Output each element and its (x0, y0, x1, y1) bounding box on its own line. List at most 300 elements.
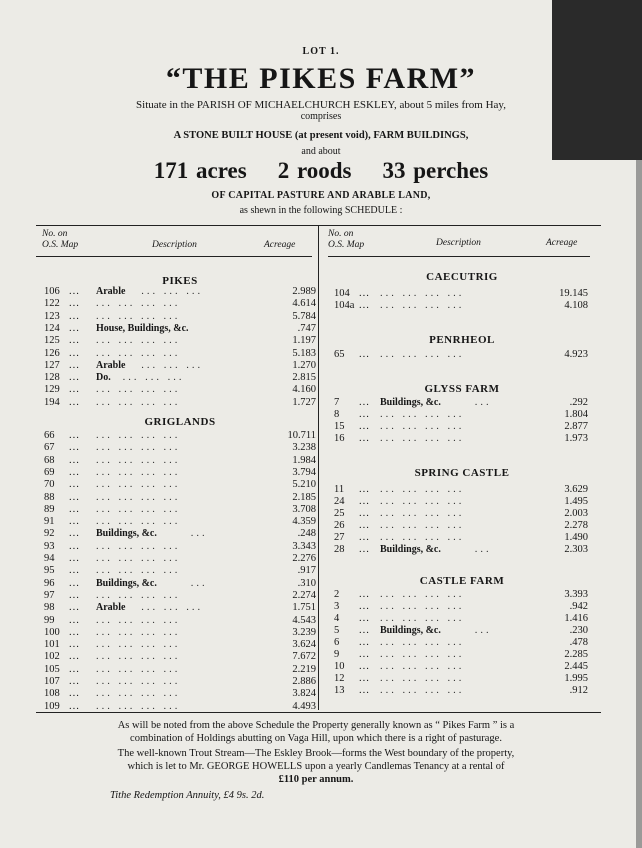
map-number: 95 (44, 565, 55, 577)
map-number: 128 (44, 372, 60, 384)
leader-dots: ... ... ... (141, 286, 204, 297)
leader-dots: ... ... ... ... (96, 676, 181, 687)
leader-dots: ... ... ... ... (96, 651, 181, 663)
leader-dots: ... (359, 397, 370, 408)
schedule-row (334, 300, 590, 312)
acreage-value: 2.274 (292, 589, 316, 601)
schedule-row (44, 397, 316, 409)
schedule-row (44, 430, 316, 442)
map-number: 127 (44, 359, 60, 371)
acreage-value: 4.108 (564, 300, 588, 311)
schedule-row (44, 676, 316, 688)
schedule-row (44, 651, 316, 663)
map-number: 102 (44, 651, 60, 663)
leader-dots: ... (69, 626, 80, 638)
leader-dots: ... ... ... (122, 372, 185, 384)
schedule-row (334, 601, 590, 613)
map-number: 9 (334, 649, 340, 660)
schedule-row (44, 492, 316, 504)
acreage-value: 1.984 (292, 454, 316, 466)
acreage-value: 1.270 (292, 359, 316, 371)
map-number: 125 (44, 335, 60, 347)
acreage-value: 2.815 (292, 372, 316, 384)
map-number: 93 (44, 540, 55, 552)
acreage-value: .310 (297, 577, 316, 589)
comprises-line: comprises (300, 111, 342, 122)
leader-dots: ... ... ... ... (96, 503, 181, 515)
acreage-value: 5.183 (292, 347, 316, 359)
schedule-row (334, 349, 590, 361)
map-number: 109 (44, 700, 60, 712)
acreage-value: 10.711 (287, 430, 316, 441)
leader-dots: ... (69, 503, 80, 515)
map-number: 27 (334, 532, 345, 543)
leader-dots: ... ... ... (141, 602, 204, 614)
footer-line-1: As will be noted from the above Schedule the Property generally known as “ Pikes Farm ” is a (117, 720, 515, 731)
acreage-value: 3.343 (292, 540, 316, 552)
schedule-row (44, 504, 316, 516)
leader-dots: ... ... ... ... (96, 626, 181, 638)
leader-dots: ... ... ... ... (96, 466, 181, 478)
schedule-row (44, 360, 316, 372)
section-heading: SPRING CASTLE (414, 467, 510, 479)
leader-dots: ... ... ... ... (380, 520, 465, 531)
row-description: Do. (96, 372, 111, 384)
leader-dots: ... (359, 532, 370, 543)
leader-dots: ... ... ... ... (380, 637, 465, 648)
tithe-annuity: Tithe Redemption Annuity, £4 9s. 2d. (110, 790, 265, 801)
acreage-value: 3.238 (292, 442, 316, 454)
leader-dots: ... (69, 516, 80, 528)
acreage-value: 2.877 (564, 421, 588, 432)
acreage-value: 2.003 (564, 508, 588, 519)
row-description: Buildings, &c. (380, 625, 441, 636)
acreage-value: 3.794 (292, 466, 316, 478)
leader-dots: ... ... ... ... (380, 288, 465, 299)
acreage-value: 3.824 (292, 688, 316, 700)
leader-dots: ... (69, 589, 80, 601)
acreage-value: .478 (569, 637, 588, 648)
acreage-value: 1.973 (564, 433, 588, 444)
leader-dots: ... ... ... ... (380, 673, 465, 684)
acreage-value: 2.185 (292, 491, 316, 503)
acreage-value: 1.197 (292, 335, 316, 347)
section-heading: PENRHEOL (429, 334, 495, 346)
leader-dots: ... ... ... ... (96, 565, 181, 577)
leader-dots: ... ... ... ... (96, 553, 181, 564)
acreage-value: 7.672 (292, 651, 316, 663)
header-acreage-left: Acreage (264, 240, 296, 250)
schedule-row (334, 637, 590, 649)
acreage-value: 4.923 (564, 349, 588, 360)
leader-dots: ... (69, 700, 80, 712)
leader-dots: ... (359, 496, 370, 507)
map-number: 16 (334, 433, 345, 444)
leader-dots: ... (69, 651, 80, 663)
map-number: 26 (334, 520, 345, 531)
map-number: 105 (44, 663, 60, 675)
leader-dots: ... (359, 661, 370, 672)
acreage-value: 3.239 (292, 626, 316, 638)
map-number: 24 (334, 496, 345, 507)
leader-dots: ... (359, 300, 370, 311)
leader-dots: ... ... ... ... (96, 335, 181, 347)
lot-number: LOT 1. (302, 46, 340, 57)
map-number: 67 (44, 442, 55, 454)
leader-dots: ... (359, 433, 370, 444)
map-number: 107 (44, 676, 60, 687)
leader-dots: ... ... ... ... (380, 496, 465, 507)
leader-dots: ... ... ... ... (96, 479, 181, 491)
schedule-row (334, 649, 590, 661)
map-number: 94 (44, 553, 55, 564)
header-description-right: Description (436, 238, 481, 248)
leader-dots: ... (69, 372, 80, 384)
leader-dots: ... ... ... (141, 359, 204, 371)
acreage-value: 1.490 (564, 532, 588, 543)
schedule-row (44, 442, 316, 454)
leader-dots: ... ... ... ... (96, 310, 181, 322)
acreage-value: 2.886 (292, 676, 316, 687)
schedule-row (334, 532, 590, 544)
leader-dots: ... (359, 421, 370, 432)
map-number: 11 (334, 484, 345, 495)
acreage-value: 5.784 (292, 310, 316, 322)
leader-dots: ... (359, 649, 370, 660)
schedule-row (334, 288, 590, 300)
leader-dots: ... (69, 676, 80, 687)
section-heading: CASTLE FARM (419, 575, 505, 587)
schedule-row (334, 520, 590, 532)
acreage-value: 2.276 (292, 553, 316, 564)
map-number: 6 (334, 637, 340, 648)
map-number: 66 (44, 430, 55, 441)
column-divider (318, 226, 319, 710)
schedule-row (44, 479, 316, 491)
leader-dots: ... ... ... ... (380, 508, 465, 519)
leader-dots: ... (69, 322, 80, 334)
acreage-value: 2.989 (292, 286, 316, 297)
leader-dots: ... ... ... ... (96, 491, 181, 503)
leader-dots: ... (359, 288, 370, 299)
row-description: Arable (96, 359, 126, 371)
row-description: Buildings, &c. (96, 528, 157, 540)
schedule-row (334, 508, 590, 520)
leader-dots: ... (474, 397, 492, 408)
leader-dots: ... (69, 553, 80, 564)
schedule-row (44, 701, 316, 713)
schedule-row (334, 409, 590, 421)
schedule-row (44, 286, 316, 298)
map-number: 98 (44, 602, 55, 614)
schedule-row (44, 578, 316, 590)
map-number: 99 (44, 614, 55, 626)
map-number: 123 (44, 310, 60, 322)
acreage-value: 1.995 (564, 673, 588, 684)
schedule-row (334, 625, 590, 637)
leader-dots: ... (69, 528, 80, 540)
leader-dots: ... ... ... ... (96, 396, 181, 408)
leader-dots: ... (69, 298, 80, 310)
acreage-value: .230 (569, 625, 588, 636)
map-number: 96 (44, 577, 55, 589)
leader-dots: ... ... ... ... (380, 532, 465, 543)
map-number: 69 (44, 466, 55, 478)
map-number: 92 (44, 528, 55, 540)
map-number: 91 (44, 516, 55, 528)
header-rule-right (328, 256, 590, 257)
leader-dots: ... (359, 637, 370, 648)
schedule-row (44, 565, 316, 577)
acreage-value: 3.629 (564, 484, 588, 495)
leader-dots: ... (359, 349, 370, 360)
schedule-row (44, 372, 316, 384)
leader-dots: ... (69, 614, 80, 626)
leader-dots: ... (474, 544, 492, 555)
acreage-value: 3.393 (564, 589, 588, 600)
leader-dots: ... (359, 613, 370, 624)
map-number: 97 (44, 589, 55, 601)
map-number: 100 (44, 626, 60, 638)
leader-dots: ... ... ... ... (96, 614, 181, 626)
map-number: 10 (334, 661, 345, 672)
leader-dots: ... (474, 625, 492, 636)
schedule-row (334, 421, 590, 433)
leader-dots: ... (69, 491, 80, 503)
leader-dots: ... ... ... ... (380, 421, 465, 432)
footer-line-3: The well-known Trout Stream—The Eskley Brook—forms the West boundary of the property, (117, 748, 515, 759)
house-line: A STONE BUILT HOUSE (at present void), FARM BUILDINGS, (173, 130, 469, 141)
and-about-line: and about (301, 146, 341, 157)
map-number: 104 (334, 288, 350, 299)
leader-dots: ... (359, 484, 370, 495)
leader-dots: ... ... ... ... (380, 589, 465, 600)
section-heading: PIKES (162, 275, 198, 287)
leader-dots: ... (69, 396, 80, 408)
leader-dots: ... ... ... ... (380, 300, 465, 311)
schedule-row (44, 664, 316, 676)
acreage-value: .747 (297, 322, 316, 334)
schedule-row (334, 661, 590, 673)
leader-dots: ... (359, 544, 370, 555)
section-heading: CAECUTRIG (426, 271, 498, 283)
leader-dots: ... (359, 625, 370, 636)
schedule-intro: as shewn in the following SCHEDULE : (239, 205, 403, 216)
schedule-row (44, 516, 316, 528)
schedule-row (334, 484, 590, 496)
acreage-value: 1.727 (292, 396, 316, 408)
map-number: 28 (334, 544, 345, 555)
map-number: 104a (334, 300, 355, 311)
leader-dots: ... (69, 454, 80, 466)
leader-dots: ... ... ... ... (96, 384, 181, 396)
header-description-left: Description (152, 240, 197, 250)
map-number: 88 (44, 491, 55, 503)
leader-dots: ... (69, 602, 80, 614)
row-description: Buildings, &c. (380, 544, 441, 555)
leader-dots: ... ... ... ... (380, 433, 465, 444)
leader-dots: ... ... ... ... (96, 639, 181, 651)
acreage-value: .912 (569, 685, 588, 696)
acreage-value: 2.278 (564, 520, 588, 531)
map-number: 12 (334, 673, 345, 684)
schedule-row (44, 688, 316, 700)
leader-dots: ... ... ... ... (96, 430, 181, 441)
acreage-value: 4.160 (292, 384, 316, 396)
leader-dots: ... (69, 688, 80, 700)
map-number: 25 (334, 508, 345, 519)
schedule-row (44, 384, 316, 396)
row-description: Arable (96, 602, 126, 614)
leader-dots: ... (69, 540, 80, 552)
total-area: 171 acres 2 roods 33 perches (153, 158, 489, 183)
leader-dots: ... (69, 442, 80, 454)
header-no-left: No. on O.S. Map (42, 229, 79, 250)
farm-title: “THE PIKES FARM” (165, 62, 477, 95)
schedule-row (44, 615, 316, 627)
leader-dots: ... ... ... ... (96, 516, 181, 528)
schedule-row (334, 685, 590, 697)
leader-dots: ... ... ... ... (380, 661, 465, 672)
leader-dots: ... ... ... ... (380, 613, 465, 624)
schedule-row (44, 455, 316, 467)
leader-dots: ... (190, 528, 208, 540)
leader-dots: ... ... ... ... (380, 409, 465, 420)
map-number: 5 (334, 625, 340, 636)
schedule-row (44, 602, 316, 614)
leader-dots: ... (69, 359, 80, 371)
map-number: 194 (44, 396, 60, 408)
leader-dots: ... (69, 577, 80, 589)
schedule-row (334, 496, 590, 508)
pasture-line: OF CAPITAL PASTURE AND ARABLE LAND, (211, 190, 431, 201)
acreage-value: 4.543 (292, 614, 316, 626)
leader-dots: ... ... ... ... (96, 589, 181, 601)
acreage-value: 1.751 (292, 602, 316, 614)
schedule-row (334, 433, 590, 445)
leader-dots: ... (69, 286, 80, 297)
schedule-row (44, 467, 316, 479)
row-description: Arable (96, 286, 126, 297)
map-number: 2 (334, 589, 340, 600)
schedule-row (44, 348, 316, 360)
header-acreage-right: Acreage (546, 238, 578, 248)
map-number: 124 (44, 322, 60, 334)
row-description: Buildings, &c. (380, 397, 441, 408)
acreage-value: 3.708 (292, 503, 316, 515)
acreage-value: .292 (569, 397, 588, 408)
acreage-value: .248 (297, 528, 316, 540)
schedule-row (44, 323, 316, 335)
leader-dots: ... (69, 384, 80, 396)
acreage-value: .942 (569, 601, 588, 612)
schedule-row (334, 673, 590, 685)
map-number: 8 (334, 409, 340, 420)
schedule-row (44, 627, 316, 639)
section-heading: GLYSS FARM (424, 383, 500, 395)
leader-dots: ... (359, 673, 370, 684)
map-number: 108 (44, 688, 60, 700)
leader-dots: ... (69, 479, 80, 491)
leader-dots: ... (69, 565, 80, 577)
row-description: Buildings, &c. (96, 577, 157, 589)
leader-dots: ... (69, 347, 80, 359)
leader-dots: ... ... ... ... (380, 484, 465, 495)
schedule-row (44, 553, 316, 565)
map-number: 7 (334, 397, 340, 408)
footer-line-4: which is let to Mr. GEORGE HOWELLS upon a yearly Candlemas Tenancy at a rental of (127, 761, 505, 772)
footer-line-2: combination of Holdings abutting on Vaga Hill, upon which there is a right of pasturage. (130, 733, 502, 744)
leader-dots: ... (359, 589, 370, 600)
map-number: 89 (44, 503, 55, 515)
leader-dots: ... ... ... ... (380, 601, 465, 612)
header-no-right: No. on O.S. Map (328, 229, 365, 250)
scan-grey-edge (636, 160, 642, 848)
map-number: 70 (44, 479, 55, 491)
situate-line: Situate in the PARISH OF MICHAELCHURCH ESKLEY, about 5 miles from Hay, (136, 99, 506, 111)
acreage-value: 5.210 (292, 479, 316, 491)
leader-dots: ... (359, 601, 370, 612)
leader-dots: ... ... ... ... (96, 442, 181, 454)
row-description: House, Buildings, &c. (96, 322, 189, 334)
leader-dots: ... ... ... ... (96, 700, 181, 712)
leader-dots: ... ... ... ... (96, 298, 181, 310)
schedule-row (334, 589, 590, 601)
map-number: 126 (44, 347, 60, 359)
map-number: 122 (44, 298, 60, 310)
acreage-value: 2.285 (564, 649, 588, 660)
leader-dots: ... ... ... ... (96, 663, 181, 675)
leader-dots: ... (190, 577, 208, 589)
map-number: 68 (44, 454, 55, 466)
leader-dots: ... (69, 335, 80, 347)
leader-dots: ... ... ... ... (380, 349, 465, 360)
schedule-row (334, 613, 590, 625)
acreage-value: 1.416 (564, 613, 588, 624)
leader-dots: ... ... ... ... (96, 454, 181, 466)
acreage-value: 4.359 (292, 516, 316, 528)
map-number: 106 (44, 286, 60, 297)
schedule-row (44, 590, 316, 602)
schedule-row (44, 298, 316, 310)
schedule-row (44, 528, 316, 540)
leader-dots: ... ... ... ... (380, 685, 465, 696)
leader-dots: ... (359, 685, 370, 696)
schedule-row (44, 311, 316, 323)
leader-dots: ... ... ... ... (96, 347, 181, 359)
acreage-value: 4.493 (292, 700, 316, 712)
acreage-value: 19.145 (559, 288, 588, 299)
leader-dots: ... (69, 466, 80, 478)
map-number: 4 (334, 613, 340, 624)
map-number: 65 (334, 349, 345, 360)
acreage-value: 3.624 (292, 639, 316, 651)
schedule-row (44, 541, 316, 553)
leader-dots: ... (359, 508, 370, 519)
leader-dots: ... ... ... ... (96, 688, 181, 700)
schedule-row (334, 397, 590, 409)
acreage-value: 1.495 (564, 496, 588, 507)
leader-dots: ... (69, 639, 80, 651)
acreage-value: 1.804 (564, 409, 588, 420)
leader-dots: ... (69, 663, 80, 675)
leader-dots: ... ... ... ... (380, 649, 465, 660)
section-heading: GRIGLANDS (144, 416, 216, 428)
leader-dots: ... (69, 430, 80, 441)
map-number: 129 (44, 384, 60, 396)
acreage-value: 2.445 (564, 661, 588, 672)
map-number: 3 (334, 601, 340, 612)
